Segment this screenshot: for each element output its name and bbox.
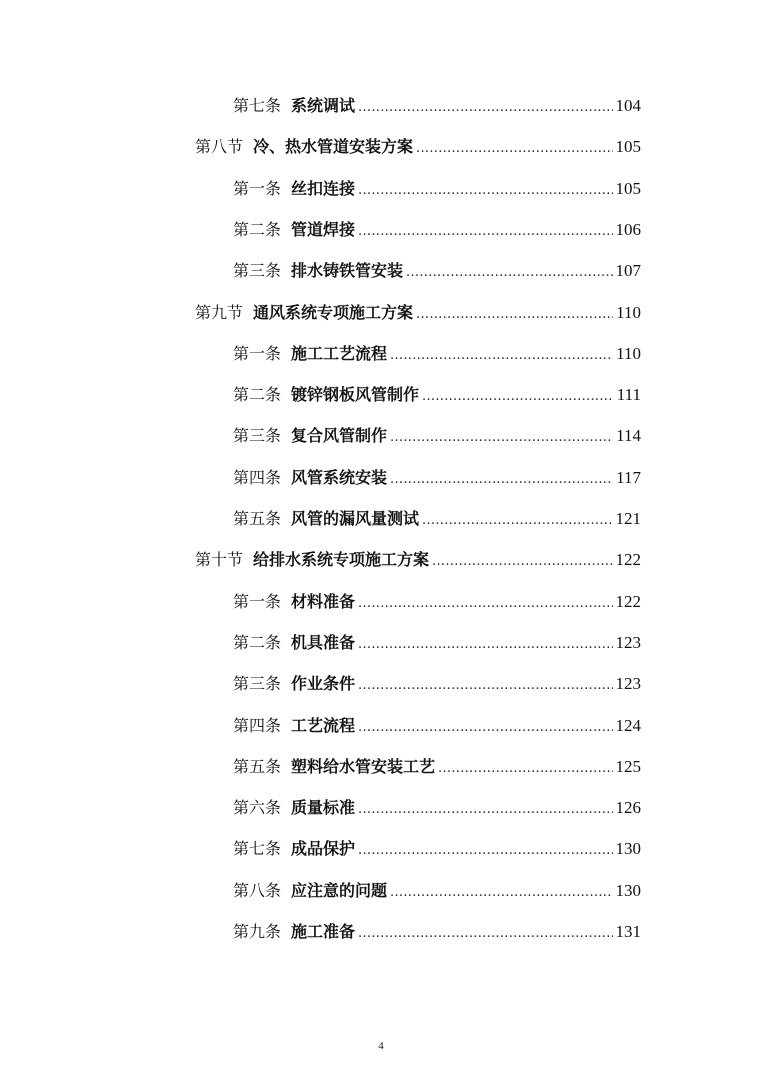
toc-entry-title: 材料准备: [291, 591, 356, 611]
toc-entry-title: 复合风管制作: [291, 426, 388, 446]
toc-entry-title: 机具准备: [291, 632, 356, 652]
dot-leader: [358, 220, 612, 240]
page-number: 4: [378, 1040, 384, 1052]
toc-entry-title: 作业条件: [291, 674, 356, 694]
toc-entry-label: 第八条: [233, 880, 282, 900]
toc-entry-label: 第八节: [195, 137, 244, 157]
toc-entry-page-number: 123: [615, 632, 641, 652]
toc-entry-label: 第九节: [195, 302, 244, 322]
dot-leader: [438, 757, 612, 777]
toc-article-entry[interactable]: [233, 586, 641, 612]
toc-article-entry[interactable]: [233, 833, 641, 859]
toc-entry-label: 第二条: [233, 632, 282, 652]
toc-section-entry[interactable]: [195, 544, 641, 570]
toc-entry-title: 系统调试: [291, 96, 356, 115]
toc-entry-page-number: 122: [615, 591, 641, 611]
toc-entry-label: 第一条: [233, 178, 282, 198]
toc-article-entry[interactable]: [233, 627, 641, 653]
toc-entry-label: 第九条: [233, 922, 282, 941]
toc-entry-label: 第七条: [233, 839, 282, 859]
toc-article-entry[interactable]: [233, 503, 641, 529]
toc-entry-label: 第二条: [233, 219, 282, 239]
dot-leader: [390, 881, 612, 901]
toc-entry-page-number: 110: [616, 343, 641, 363]
toc-entry-label: 第一条: [233, 343, 282, 363]
toc-entry-title: 塑料给水管安装工艺: [291, 756, 436, 776]
toc-entry-page-number: 110: [616, 302, 641, 322]
toc-entry-label: 第一条: [233, 591, 282, 611]
toc-entry-label: 第五条: [233, 756, 282, 776]
toc-entry-title: 镀锌钢板风管制作: [291, 385, 420, 405]
toc-article-entry[interactable]: [233, 751, 641, 777]
toc-article-entry[interactable]: [233, 338, 641, 364]
toc-article-entry[interactable]: [233, 792, 641, 818]
toc-entry-page-number: 117: [616, 467, 641, 487]
toc-section-entry[interactable]: [195, 131, 641, 157]
toc-entry-title: 成品保护: [291, 839, 356, 859]
toc-entry-title: 给排水系统专项施工方案: [253, 550, 430, 570]
toc-entry-page-number: 125: [615, 756, 641, 776]
toc-entry-page-number: 105: [615, 178, 641, 198]
dot-leader: [358, 96, 612, 116]
toc-article-entry[interactable]: [233, 710, 641, 736]
toc-entry-label: 第十节: [195, 550, 244, 570]
toc-entry-label: 第三条: [233, 261, 282, 281]
toc-entry-page-number: 122: [615, 550, 641, 570]
dot-leader: [406, 261, 612, 281]
dot-leader: [358, 633, 612, 653]
toc-article-entry[interactable]: [233, 255, 641, 281]
toc-entry-page-number: 121: [615, 509, 641, 528]
toc-entry-page-number: 123: [615, 674, 641, 694]
toc-entry-title: 排水铸铁管安装: [291, 261, 404, 281]
dot-leader: [422, 509, 612, 529]
dot-leader: [358, 798, 612, 818]
toc-entry-page-number: 130: [615, 880, 641, 900]
toc-entry-page-number: 106: [615, 219, 641, 239]
toc-entry-title: 工艺流程: [291, 715, 356, 735]
toc-entry-page-number: 107: [615, 261, 641, 281]
toc-entry-title: 风管系统安装: [291, 467, 388, 487]
dot-leader: [390, 468, 613, 488]
toc-article-entry[interactable]: [233, 173, 641, 199]
toc-entry-label: 第四条: [233, 467, 282, 487]
dot-leader: [358, 674, 612, 694]
dot-leader: [416, 137, 612, 157]
toc-entry-page-number: 130: [615, 839, 641, 859]
toc-section-entry[interactable]: [195, 297, 641, 323]
toc-entry-label: 第三条: [233, 674, 282, 694]
toc-entry-page-number: 124: [615, 715, 641, 735]
toc-entry-title: 丝扣连接: [291, 178, 356, 198]
dot-leader: [390, 426, 613, 446]
toc-entry-page-number: 104: [615, 96, 641, 115]
dot-leader: [422, 385, 614, 405]
dot-leader: [358, 716, 612, 736]
dot-leader: [390, 344, 613, 364]
toc-article-entry[interactable]: [233, 90, 641, 116]
toc-entry-page-number: 126: [615, 798, 641, 818]
toc-entry-page-number: 131: [615, 922, 641, 941]
toc-article-entry[interactable]: [233, 379, 641, 405]
toc-entry-label: 第七条: [233, 96, 282, 115]
toc-entry-title: 应注意的问题: [291, 880, 388, 900]
toc-entry-label: 第四条: [233, 715, 282, 735]
dot-leader: [358, 839, 612, 859]
toc-entry-title: 施工准备: [291, 922, 356, 941]
dot-leader: [358, 592, 612, 612]
toc-entry-label: 第二条: [233, 385, 282, 405]
toc-article-entry[interactable]: [233, 668, 641, 694]
toc-article-entry[interactable]: [233, 875, 641, 901]
dot-leader: [416, 303, 613, 323]
toc-entry-title: 冷、热水管道安装方案: [253, 137, 414, 157]
toc-entry-title: 施工工艺流程: [291, 343, 388, 363]
toc-entry-title: 质量标准: [291, 798, 356, 818]
toc-entry-title: 通风系统专项施工方案: [253, 302, 414, 322]
dot-leader: [432, 550, 612, 570]
dot-leader: [358, 922, 612, 942]
toc-entry-page-number: 105: [615, 137, 641, 157]
toc-article-entry[interactable]: [233, 420, 641, 446]
toc-entry-page-number: 111: [616, 385, 641, 405]
toc-article-entry[interactable]: [233, 462, 641, 488]
toc-entry-title: 风管的漏风量测试: [291, 509, 420, 528]
toc-article-entry[interactable]: [233, 214, 641, 240]
toc-entry-page-number: 114: [616, 426, 641, 446]
toc-article-entry[interactable]: [233, 916, 641, 942]
toc-entry-label: 第六条: [233, 798, 282, 818]
toc-entry-label: 第三条: [233, 426, 282, 446]
toc-entry-label: 第五条: [233, 509, 282, 528]
dot-leader: [358, 179, 612, 199]
toc-entry-title: 管道焊接: [291, 219, 356, 239]
